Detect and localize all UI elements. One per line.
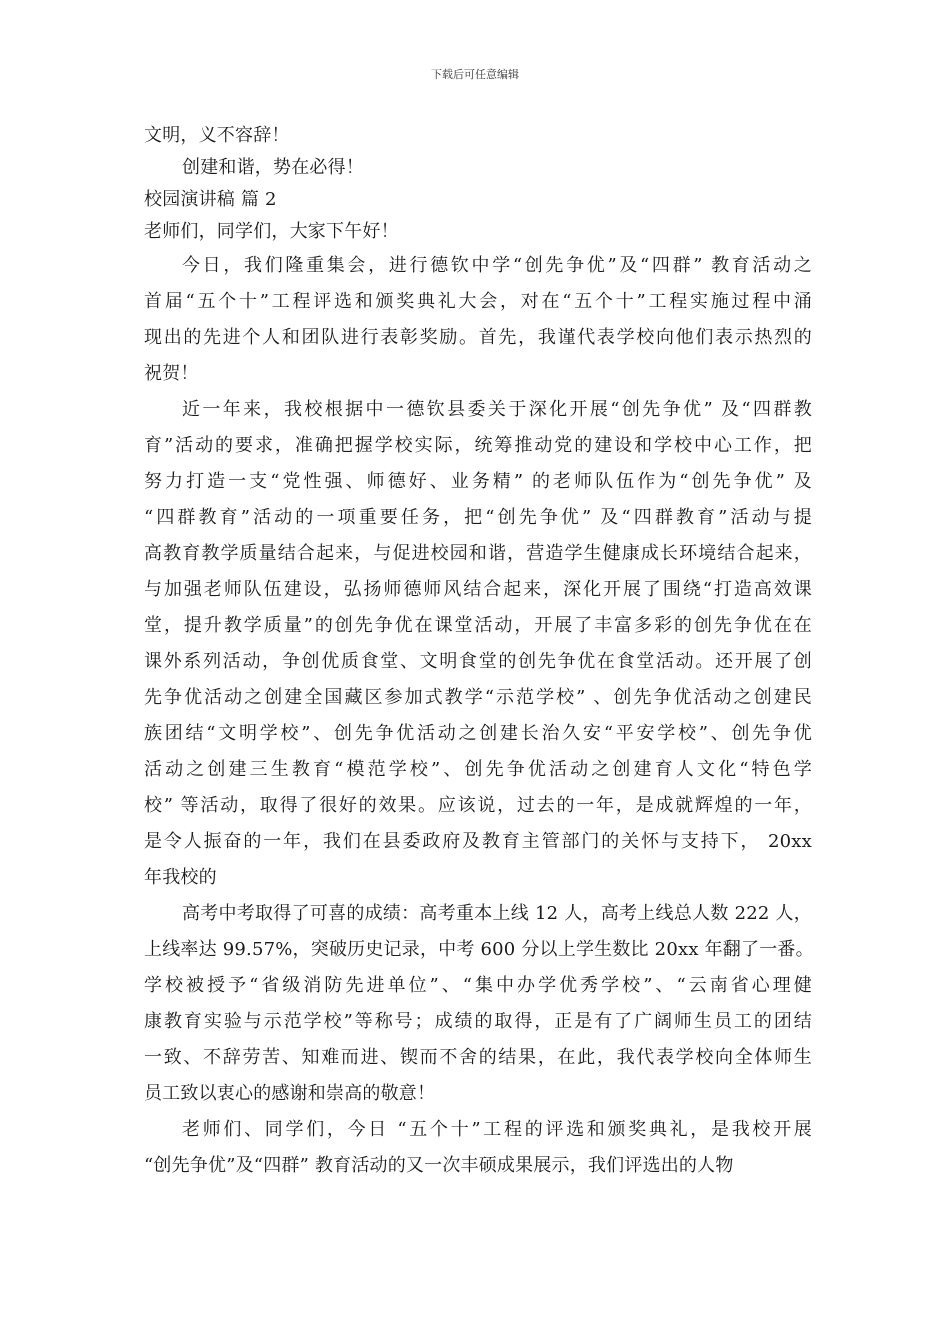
text-line: 员工致以衷心的感谢和崇高的敬意！	[144, 1083, 436, 1104]
text-line: 校园演讲稿 篇 2	[144, 189, 277, 210]
text-line: 堂，提升教学质量”的创先争优在课堂活动，开展了丰富多彩的创先争优在在	[144, 615, 812, 636]
text-line: 今日，我们隆重集会，进行德钦中学“创先争优”及“四群” 教育活动之	[182, 255, 812, 276]
text-line: 近一年来，我校根据中一德钦县委关于深化开展“创先争优” 及“四群教	[182, 399, 812, 420]
text-line: 现出的先进个人和团队进行表彰奖励。首先，我谨代表学校向他们表示热烈的	[144, 327, 812, 348]
text-line: 老师们，同学们，大家下午好！	[144, 221, 399, 242]
text-line: 努力打造一支“党性强、师德好、业务精” 的老师队伍作为“创先争优” 及	[144, 471, 812, 492]
text-line: 祝贺！	[144, 363, 199, 384]
paragraph	[144, 392, 812, 896]
paragraph	[144, 1112, 812, 1184]
text-line: 一致、不辞劳苦、知难而进、锲而不舍的结果，在此，我代表学校向全体师生	[144, 1047, 812, 1068]
text-line: 高教育教学质量结合起来，与促进校园和谐，营造学生健康成长环境结合起来，	[144, 543, 812, 564]
text-line: “创先争优”及“四群” 教育活动的又一次丰硕成果展示，我们评选出的人物	[144, 1155, 734, 1176]
text-line: 课外系列活动，争创优质食堂、文明食堂的创先争优在食堂活动。还开展了创	[144, 651, 812, 672]
text-line: 与加强老师队伍建设，弘扬师德师风结合起来，深化开展了围绕“打造高效课	[144, 579, 812, 600]
text-line: “四群教育”活动的一项重要任务，把“创先争优” 及“四群教育”活动与提	[144, 507, 812, 528]
text-line: 学校被授予“省级消防先进单位”、“集中办学优秀学校”、“云南省心理健	[144, 975, 812, 996]
text-line: 先争优活动之创建全国藏区参加式教学“示范学校” 、创先争优活动之创建民	[144, 687, 812, 708]
document-body	[144, 120, 812, 1184]
paragraph	[144, 248, 812, 392]
text-line: 活动之创建三生教育“模范学校”、创先争优活动之创建育人文化“特色学	[144, 759, 813, 780]
text-line: 族团结“文明学校”、创先争优活动之创建长治久安“平安学校”、创先争优	[144, 723, 812, 744]
page-header: 下载后可任意编辑	[431, 68, 519, 81]
paragraph	[144, 216, 812, 248]
text-line: 是令人振奋的一年，我们在县委政府及教育主管部门的关怀与支持下， 20xx	[144, 831, 812, 852]
text-line: 康教育实验与示范学校”等称号；成绩的取得，正是有了广阔师生员工的团结	[144, 1011, 812, 1032]
text-line: 首届“五个十”工程评选和颁奖典礼大会，对在“五个十”工程实施过程中涌	[144, 291, 812, 312]
text-line: 文明，义不容辞！	[144, 125, 290, 146]
text-line: 校” 等活动，取得了很好的效果。应该说，过去的一年，是成就辉煌的一年，	[144, 795, 812, 816]
text-line: 老师们、同学们，今日 “五个十”工程的评选和颁奖典礼，是我校开展	[182, 1119, 812, 1140]
text-line: 年我校的	[144, 867, 217, 888]
text-line: 创建和谐，势在必得！	[182, 157, 364, 178]
paragraph	[144, 184, 812, 216]
text-line: 育”活动的要求，准确把握学校实际，统筹推动党的建设和学校中心工作，把	[144, 435, 812, 456]
paragraph	[144, 120, 812, 152]
paragraph	[144, 152, 812, 184]
paragraph	[144, 896, 812, 1112]
text-line: 高考中考取得了可喜的成绩：高考重本上线 12 人，高考上线总人数 222 人，	[182, 903, 812, 924]
text-line: 上线率达 99.57%，突破历史记录，中考 600 分以上学生数比 20xx 年翻了一番。	[144, 939, 814, 960]
